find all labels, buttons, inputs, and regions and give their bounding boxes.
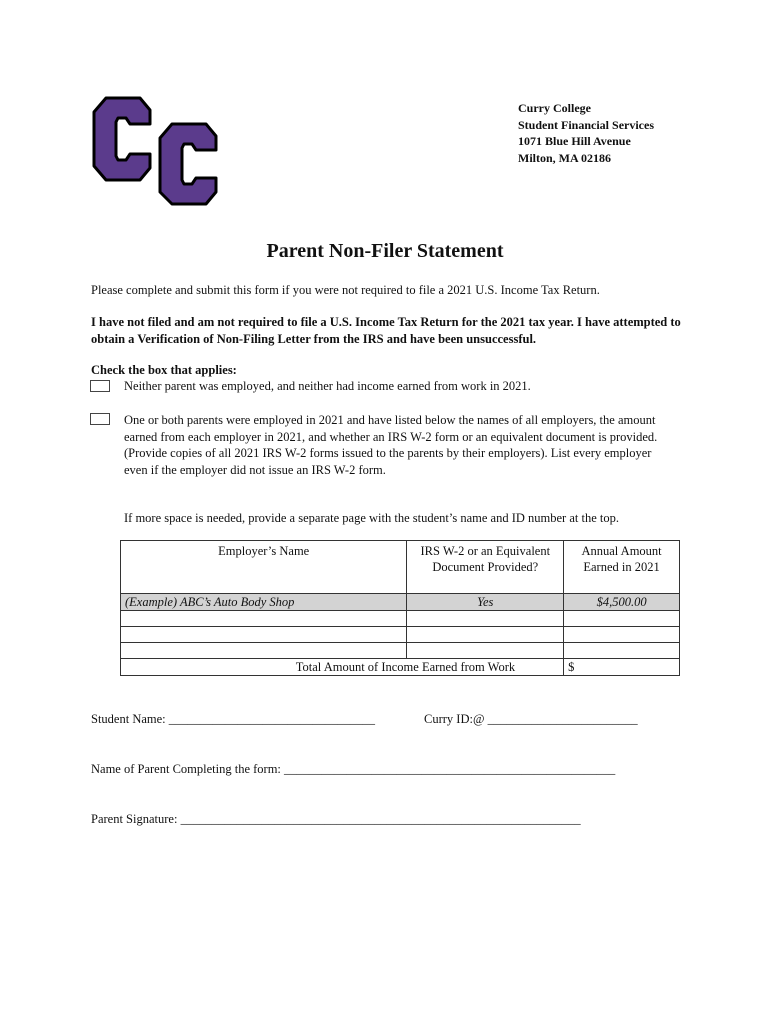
amount-cell[interactable]: [564, 611, 680, 627]
table-row: [121, 611, 680, 627]
form-title: Parent Non-Filer Statement: [266, 240, 504, 262]
table-header-row: [121, 541, 680, 594]
example-amount: $4,500.00: [564, 594, 680, 611]
college-address: [518, 100, 654, 166]
checkbox-no-employment[interactable]: [90, 380, 110, 392]
extra-space-note: If more space is needed, provide a separate page with the student’s name and ID number at the top.: [124, 511, 619, 525]
option-no-employment-label: Neither parent was employed, and neither had income earned from work in 2021.: [124, 379, 531, 393]
total-income-value[interactable]: $: [564, 659, 680, 676]
option-employed-label: One or both parents were employed in 2021 and have listed below the names of all employers, the amount earned from each employer in 2021, and whether an IRS W-2 form or an equivalent document is provided. (Provide copies of all 2021 IRS W-2 forms issued to the parents by their employers). List every employer even if the employer did not issue an IRS W-2 form.: [124, 413, 658, 477]
college-name: Curry College: [518, 101, 591, 115]
amount-cell[interactable]: [564, 643, 680, 659]
curry-college-logo: [88, 92, 230, 208]
header-employer-name: Employer’s Name: [121, 541, 407, 594]
student-name-field[interactable]: Student Name: _________________________________: [91, 712, 376, 726]
employer-name-cell[interactable]: [121, 643, 407, 659]
total-income-label: Total Amount of Income Earned from Work: [121, 659, 564, 676]
street-address: 1071 Blue Hill Avenue: [518, 134, 631, 148]
example-employer: (Example) ABC’s Auto Body Shop: [121, 594, 407, 611]
w2-provided-cell[interactable]: [407, 643, 564, 659]
header-annual-amount: Annual Amount Earned in 2021: [564, 541, 680, 594]
table-row-example: [121, 594, 680, 611]
employer-name-cell[interactable]: [121, 611, 407, 627]
employer-table: [120, 540, 680, 676]
example-w2: Yes: [407, 594, 564, 611]
checkbox-employed[interactable]: [90, 413, 110, 425]
w2-provided-cell[interactable]: [407, 627, 564, 643]
department-name: Student Financial Services: [518, 117, 655, 132]
header-w2-provided: IRS W-2 or an Equivalent Document Provided?: [407, 541, 564, 594]
parent-signature-field[interactable]: Parent Signature: ________________________________________________________________: [91, 812, 581, 826]
curry-id-field[interactable]: Curry ID:@ ________________________: [424, 712, 638, 726]
non-filer-statement: I have not filed and am not required to file a U.S. Income Tax Return for the 2021 tax year. I have attempted to obtain a Verification of Non-Filing Letter from the IRS and have been unsuccessful.: [91, 315, 681, 346]
check-heading: Check the box that applies:: [91, 363, 237, 377]
parent-name-field[interactable]: Name of Parent Completing the form: _____________________________________________________: [91, 762, 616, 776]
w2-provided-cell[interactable]: [407, 611, 564, 627]
table-row: [121, 643, 680, 659]
table-total-row: [121, 659, 680, 676]
amount-cell[interactable]: [564, 627, 680, 643]
intro-text: Please complete and submit this form if you were not required to file a 2021 U.S. Income Tax Return.: [91, 283, 600, 297]
city-state-zip: Milton, MA 02186: [518, 150, 611, 165]
employer-name-cell[interactable]: [121, 627, 407, 643]
table-row: [121, 627, 680, 643]
